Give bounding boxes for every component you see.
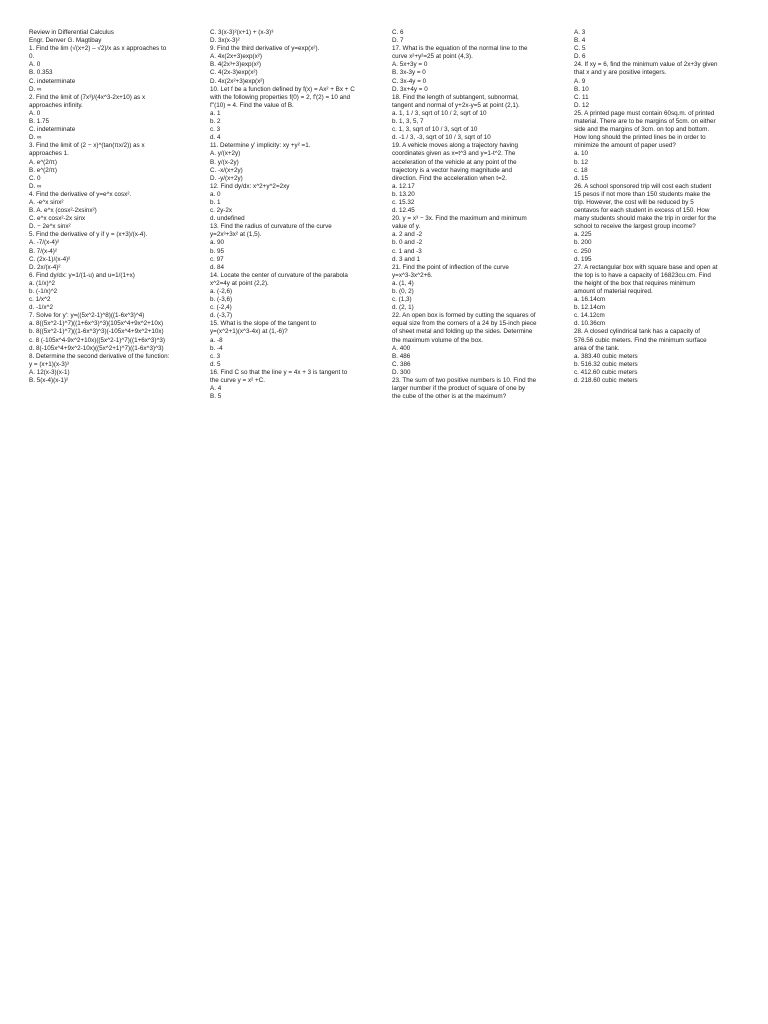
text-line: school to receive the largest group income?: [574, 223, 696, 231]
text-line: b. (-3,6): [210, 296, 233, 304]
text-line: C. 4(2x-3)exp(x²): [210, 69, 258, 77]
text-line: d. -1 / 3, -3, sqrt of 10 / 3, sqrt of 10: [392, 134, 491, 142]
text-line: larger number if the product of square of one by: [392, 385, 526, 393]
text-line: A. -e^x sinx²: [29, 198, 64, 206]
text-line: B. 4(2x³+3)exp(x²): [210, 61, 261, 69]
text-line: c. (-2,4): [210, 304, 232, 312]
text-line: with the following properties f(0) = 2, f'(2) = 10 and: [210, 93, 351, 101]
text-line: 22. An open box is formed by cutting the squares of: [392, 312, 536, 320]
text-column-2: [210, 29, 388, 401]
text-line: value of y.: [392, 223, 421, 231]
text-line: c. 2y-2x: [210, 207, 233, 215]
text-line: c. (1,3): [392, 296, 412, 304]
text-line: A. y/(x+2y): [210, 150, 241, 158]
text-line: the maximum volume of the box.: [392, 336, 483, 344]
text-line: d. 8(-105x^4+9x^2-10x)((5x^2+1)^7)((1-6x^3)^3): [29, 344, 164, 352]
text-line: d. -1/x^2: [29, 304, 53, 312]
text-line: curve x²+y²=25 at point (4,3).: [392, 53, 473, 61]
text-line: C. 386: [392, 360, 411, 368]
text-line: D. -y/(x+2y): [210, 174, 243, 182]
text-line: C. indeterminate: [29, 77, 76, 85]
text-line: a. 0: [210, 190, 221, 198]
text-line: B. 4: [574, 37, 586, 45]
text-line: d. (-3,7): [210, 312, 233, 320]
text-line: C. 11: [574, 93, 589, 101]
text-line: b. 2: [210, 118, 221, 126]
text-line: a. 225: [574, 231, 592, 239]
text-line: B. 5: [210, 393, 222, 401]
text-column-3: [392, 29, 570, 401]
text-line: B. 486: [392, 352, 411, 360]
text-line: coordinates given as x=t^3 and y=1-t^2. The: [392, 150, 516, 158]
text-line: of sheet metal and folding up the sides. Determine: [392, 328, 533, 336]
text-line: approaches 1.: [29, 150, 69, 158]
text-line: D. 2x/(x-4)²: [29, 263, 61, 271]
text-column-4: [574, 29, 750, 385]
text-line: area of the tank.: [574, 344, 620, 352]
text-line: B. 10: [574, 85, 589, 93]
text-line: 3. Find the limit of (2 − x)^(tan(πx/2)) as x: [29, 142, 145, 150]
text-line: 5. Find the derivative of y if y = (x+3)/(x-4).: [29, 231, 148, 239]
text-line: direction. Find the acceleration when t=2.: [392, 174, 507, 182]
text-line: b. 1: [210, 198, 221, 206]
text-line: d. 10.36cm: [574, 320, 606, 328]
text-line: b. (-1/x)^2: [29, 288, 58, 295]
text-line: b. (0, 2): [392, 288, 414, 295]
text-line: C. -x/(x+2y): [210, 166, 243, 174]
text-line: y=x^3-3x^2+6.: [392, 271, 433, 279]
text-line: the top is to have a capacity of 16823cu.cm. Find: [574, 271, 711, 279]
text-line: C. 6: [392, 29, 404, 36]
text-line: A. 3: [574, 29, 586, 36]
text-line: d. 195: [574, 255, 592, 263]
text-line: 7. Solve for y': y=((5x^2-1)^8)((1-6x^3)^4): [29, 312, 145, 320]
text-line: many students should make the trip in order for the: [574, 215, 717, 223]
text-line: a. 90: [210, 239, 225, 247]
text-line: A. 5x+3y = 0: [392, 61, 428, 69]
text-line: c. 250: [574, 247, 592, 255]
text-line: Engr. Denver G. Magtibay: [29, 37, 102, 45]
text-line: b. 13.20: [392, 190, 415, 198]
text-line: A. -7/(x-4)²: [29, 239, 60, 247]
text-line: a. 10: [574, 150, 589, 158]
text-line: c. 1, 3, sqrt of 10 / 3, sqrt of 10: [392, 126, 478, 134]
text-line: material. There are to be margins of 5cm. on either: [574, 118, 716, 126]
text-line: 11. Determine y' implicity: xy +y² =1.: [210, 142, 311, 150]
text-line: 27. A rectangular box with square base and open at: [574, 263, 718, 271]
text-line: B. 0.353: [29, 69, 53, 77]
text-line: c. 1 and -3: [392, 247, 422, 255]
text-line: 8. Determine the second derivative of the function:: [29, 352, 170, 360]
text-line: 25. A printed page must contain 60sq.m. of printed: [574, 109, 715, 117]
text-line: b. 1, 3, 5, 7: [392, 118, 424, 126]
text-line: C. 3(x-3)²(x+1) + (x-3)³: [210, 29, 274, 36]
text-line: c. 1/x^2: [29, 296, 51, 304]
text-line: acceleration of the vehicle at any point of the: [392, 158, 517, 166]
text-line: the cube of the other is at the maximum?: [392, 393, 507, 401]
text-line: Review in Differential Calculus: [29, 29, 114, 36]
text-line: d. 3 and 1: [392, 255, 421, 263]
text-line: 23. The sum of two positive numbers is 10. Find the: [392, 377, 537, 385]
text-line: c. 97: [210, 255, 224, 263]
text-line: 2. Find the limit of (7x³)/(4x^3-2x+10) as x: [29, 93, 146, 101]
text-line: A. 9: [574, 77, 586, 85]
text-line: a. -8: [210, 336, 223, 344]
text-line: the curve y = x² +C.: [210, 377, 265, 385]
text-line: 24. If xy = 6, find the minimum value of 2x+3y given: [574, 61, 718, 69]
text-line: 13. Find the radius of curvature of the curve: [210, 223, 332, 231]
text-line: a. 12.17: [392, 182, 415, 190]
text-line: 16. Find C so that the line y = 4x + 3 is tangent to: [210, 368, 348, 376]
text-line: D. − 2e^x sinx²: [29, 223, 71, 231]
text-line: A. e^(2/π): [29, 158, 57, 166]
text-line: c. 412.60 cubic meters: [574, 368, 638, 376]
text-line: 0.: [29, 53, 35, 61]
text-line: d. 218.60 cubic meters: [574, 377, 638, 385]
text-line: b. 12.14cm: [574, 304, 606, 312]
text-line: amount of material required.: [574, 288, 653, 295]
text-line: a. 383.40 cubic meters: [574, 352, 638, 360]
text-line: 15 pesos if not more than 150 students make the: [574, 190, 711, 198]
text-line: C. indeterminate: [29, 126, 76, 134]
text-line: b. 95: [210, 247, 225, 255]
text-line: D. 4x(2x²+3)exp(x²): [210, 77, 265, 85]
text-line: trip. However, the cost will be reduced by 5: [574, 198, 694, 206]
text-line: equal size from the corners of a 24 by 15-inch piece: [392, 320, 537, 328]
text-line: f''(10) = 4. Find the value of B.: [210, 101, 294, 109]
text-line: a. (1, 4): [392, 279, 414, 287]
text-line: 576.56 cubic meters. Find the minimum surface: [574, 336, 707, 344]
text-line: b. 8((5x^2-1)^7)((1-6x^3)^3)(-105x^4+9x^2+10x): [29, 328, 164, 336]
text-line: D. 300: [392, 368, 411, 376]
text-line: a. 2 and -2: [392, 231, 423, 239]
text-column-1: [29, 29, 205, 385]
text-line: c. 8 (-105x^4-9x^2+10x)((5x^2-1)^7)((1+6x^3)^3): [29, 336, 166, 344]
text-line: 18. Find the length of subtangent, subnormal,: [392, 93, 519, 101]
text-line: b. 516.32 cubic meters: [574, 360, 638, 368]
text-line: c. 18: [574, 166, 588, 174]
text-line: approaches infinity.: [29, 101, 83, 109]
text-line: A. 4x(2x+3)exp(x²): [210, 53, 262, 61]
text-line: A. 12(x-3)(x-1): [29, 368, 70, 376]
text-line: a. 1: [210, 109, 221, 117]
text-line: c. 15.32: [392, 198, 415, 206]
text-line: d. 4: [210, 134, 221, 142]
text-line: B. 1.75: [29, 118, 49, 126]
text-line: 17. What is the equation of the normal line to the: [392, 45, 528, 53]
text-line: d. 84: [210, 263, 225, 271]
text-line: x^2=4y at point (2,2).: [210, 279, 269, 287]
text-line: y = (x+1)(x-3)³: [29, 360, 69, 368]
text-line: C. e^x cosx²-2x sinx: [29, 215, 86, 223]
text-line: 4. Find the derivative of y=e^x cosx².: [29, 190, 132, 198]
text-line: 14. Locate the center of curvature of the parabola: [210, 271, 348, 279]
text-line: centavos for each student in excess of 150. How: [574, 207, 710, 215]
text-line: trajectory is a vector having magnitude and: [392, 166, 513, 174]
text-line: 6. Find dy/dx: y=1/(1-u) and u=1/(1+x): [29, 271, 135, 279]
text-line: B. 5(x-4)(x-1)²: [29, 377, 69, 385]
text-line: A. 0: [29, 61, 41, 69]
text-line: d. (2, 1): [392, 304, 414, 312]
text-line: b. 0 and -2: [392, 239, 423, 247]
text-line: a. 16.14cm: [574, 296, 606, 304]
text-line: 12. Find dy/dx: x^2+y^2=2xy: [210, 182, 290, 190]
text-line: D. 12: [574, 101, 590, 109]
text-line: tangent and normal of y+2x-y=5 at point (2,1).: [392, 101, 520, 109]
text-line: c. 3: [210, 126, 221, 134]
text-line: A. 400: [392, 344, 411, 352]
text-line: D. ∞: [29, 134, 42, 142]
text-line: y=(x^2+1)(x^3-4x) at (1,-6)?: [210, 328, 288, 336]
text-line: 21. Find the point of inflection of the curve: [392, 263, 509, 271]
text-line: 1. Find the lim (√(x+2) – √2)/x as x approaches to: [29, 45, 167, 53]
text-line: c. 14.12cm: [574, 312, 605, 320]
text-line: minimize the amount of paper used?: [574, 142, 676, 150]
text-line: 10. Let f be a function defined by f(x) = Ax² + Bx + C: [210, 85, 355, 93]
text-line: D. 6: [574, 53, 586, 61]
text-line: a. (-2,6): [210, 288, 233, 295]
text-line: b. 200: [574, 239, 592, 247]
text-line: B. e^(2/π): [29, 166, 57, 174]
text-line: D. 3x+4y = 0: [392, 85, 428, 93]
text-line: a. 8((5x^2-1)^7)((1+6x^3)^3)(105x^4+9x^2+10x): [29, 320, 164, 328]
text-line: B. A. e^x (cosx²-2xsinx²): [29, 207, 97, 215]
text-line: that x and y are positive integers.: [574, 69, 667, 77]
text-line: side and the margins of 3cm. on top and bottom.: [574, 126, 710, 134]
text-line: C. 5: [574, 45, 586, 53]
text-line: b. -4: [210, 344, 223, 352]
text-line: A. 4: [210, 385, 222, 393]
text-line: 9. Find the third derivative of y=exp(x²).: [210, 45, 320, 53]
text-line: d. 5: [210, 360, 221, 368]
text-line: C. 0: [29, 174, 41, 182]
text-line: d. undefined: [210, 215, 245, 223]
text-line: 20. y = x³ − 3x. Find the maximum and minimum: [392, 215, 527, 223]
text-line: c. 3: [210, 352, 221, 360]
text-line: a. 1, 1 / 3, sqrt of 10 / 2, sqrt of 10: [392, 109, 487, 117]
text-line: a. (1/x)^2: [29, 279, 56, 287]
text-line: the height of the box that requires minimum: [574, 279, 696, 287]
text-line: 26. A school sponsored trip will cost each student: [574, 182, 712, 190]
text-line: D. ∞: [29, 85, 42, 93]
text-line: How long should the printed lines be in order to: [574, 134, 706, 142]
text-line: D. 3x(x-3)²: [210, 37, 240, 45]
text-line: 28. A closed cylindrical tank has a capacity of: [574, 328, 701, 336]
text-line: B. y/(x-2y): [210, 158, 239, 166]
text-line: 15. What is the slope of the tangent to: [210, 320, 317, 328]
text-line: d. 15: [574, 174, 589, 182]
text-line: B. 3x-3y = 0: [392, 69, 426, 77]
text-line: d. 12.45: [392, 207, 415, 215]
text-line: 19. A vehicle moves along a trajectory having: [392, 142, 519, 150]
text-line: B. 7/(x-4)²: [29, 247, 57, 255]
text-line: C. (2x-1)/(x-4)²: [29, 255, 71, 263]
text-line: A. 0: [29, 109, 41, 117]
text-line: y=2x³+3x² at (1,5).: [210, 231, 262, 239]
text-line: D. ∞: [29, 182, 42, 190]
text-line: b. 12: [574, 158, 589, 166]
text-line: D. 7: [392, 37, 404, 45]
text-line: C. 3x-4y = 0: [392, 77, 427, 85]
